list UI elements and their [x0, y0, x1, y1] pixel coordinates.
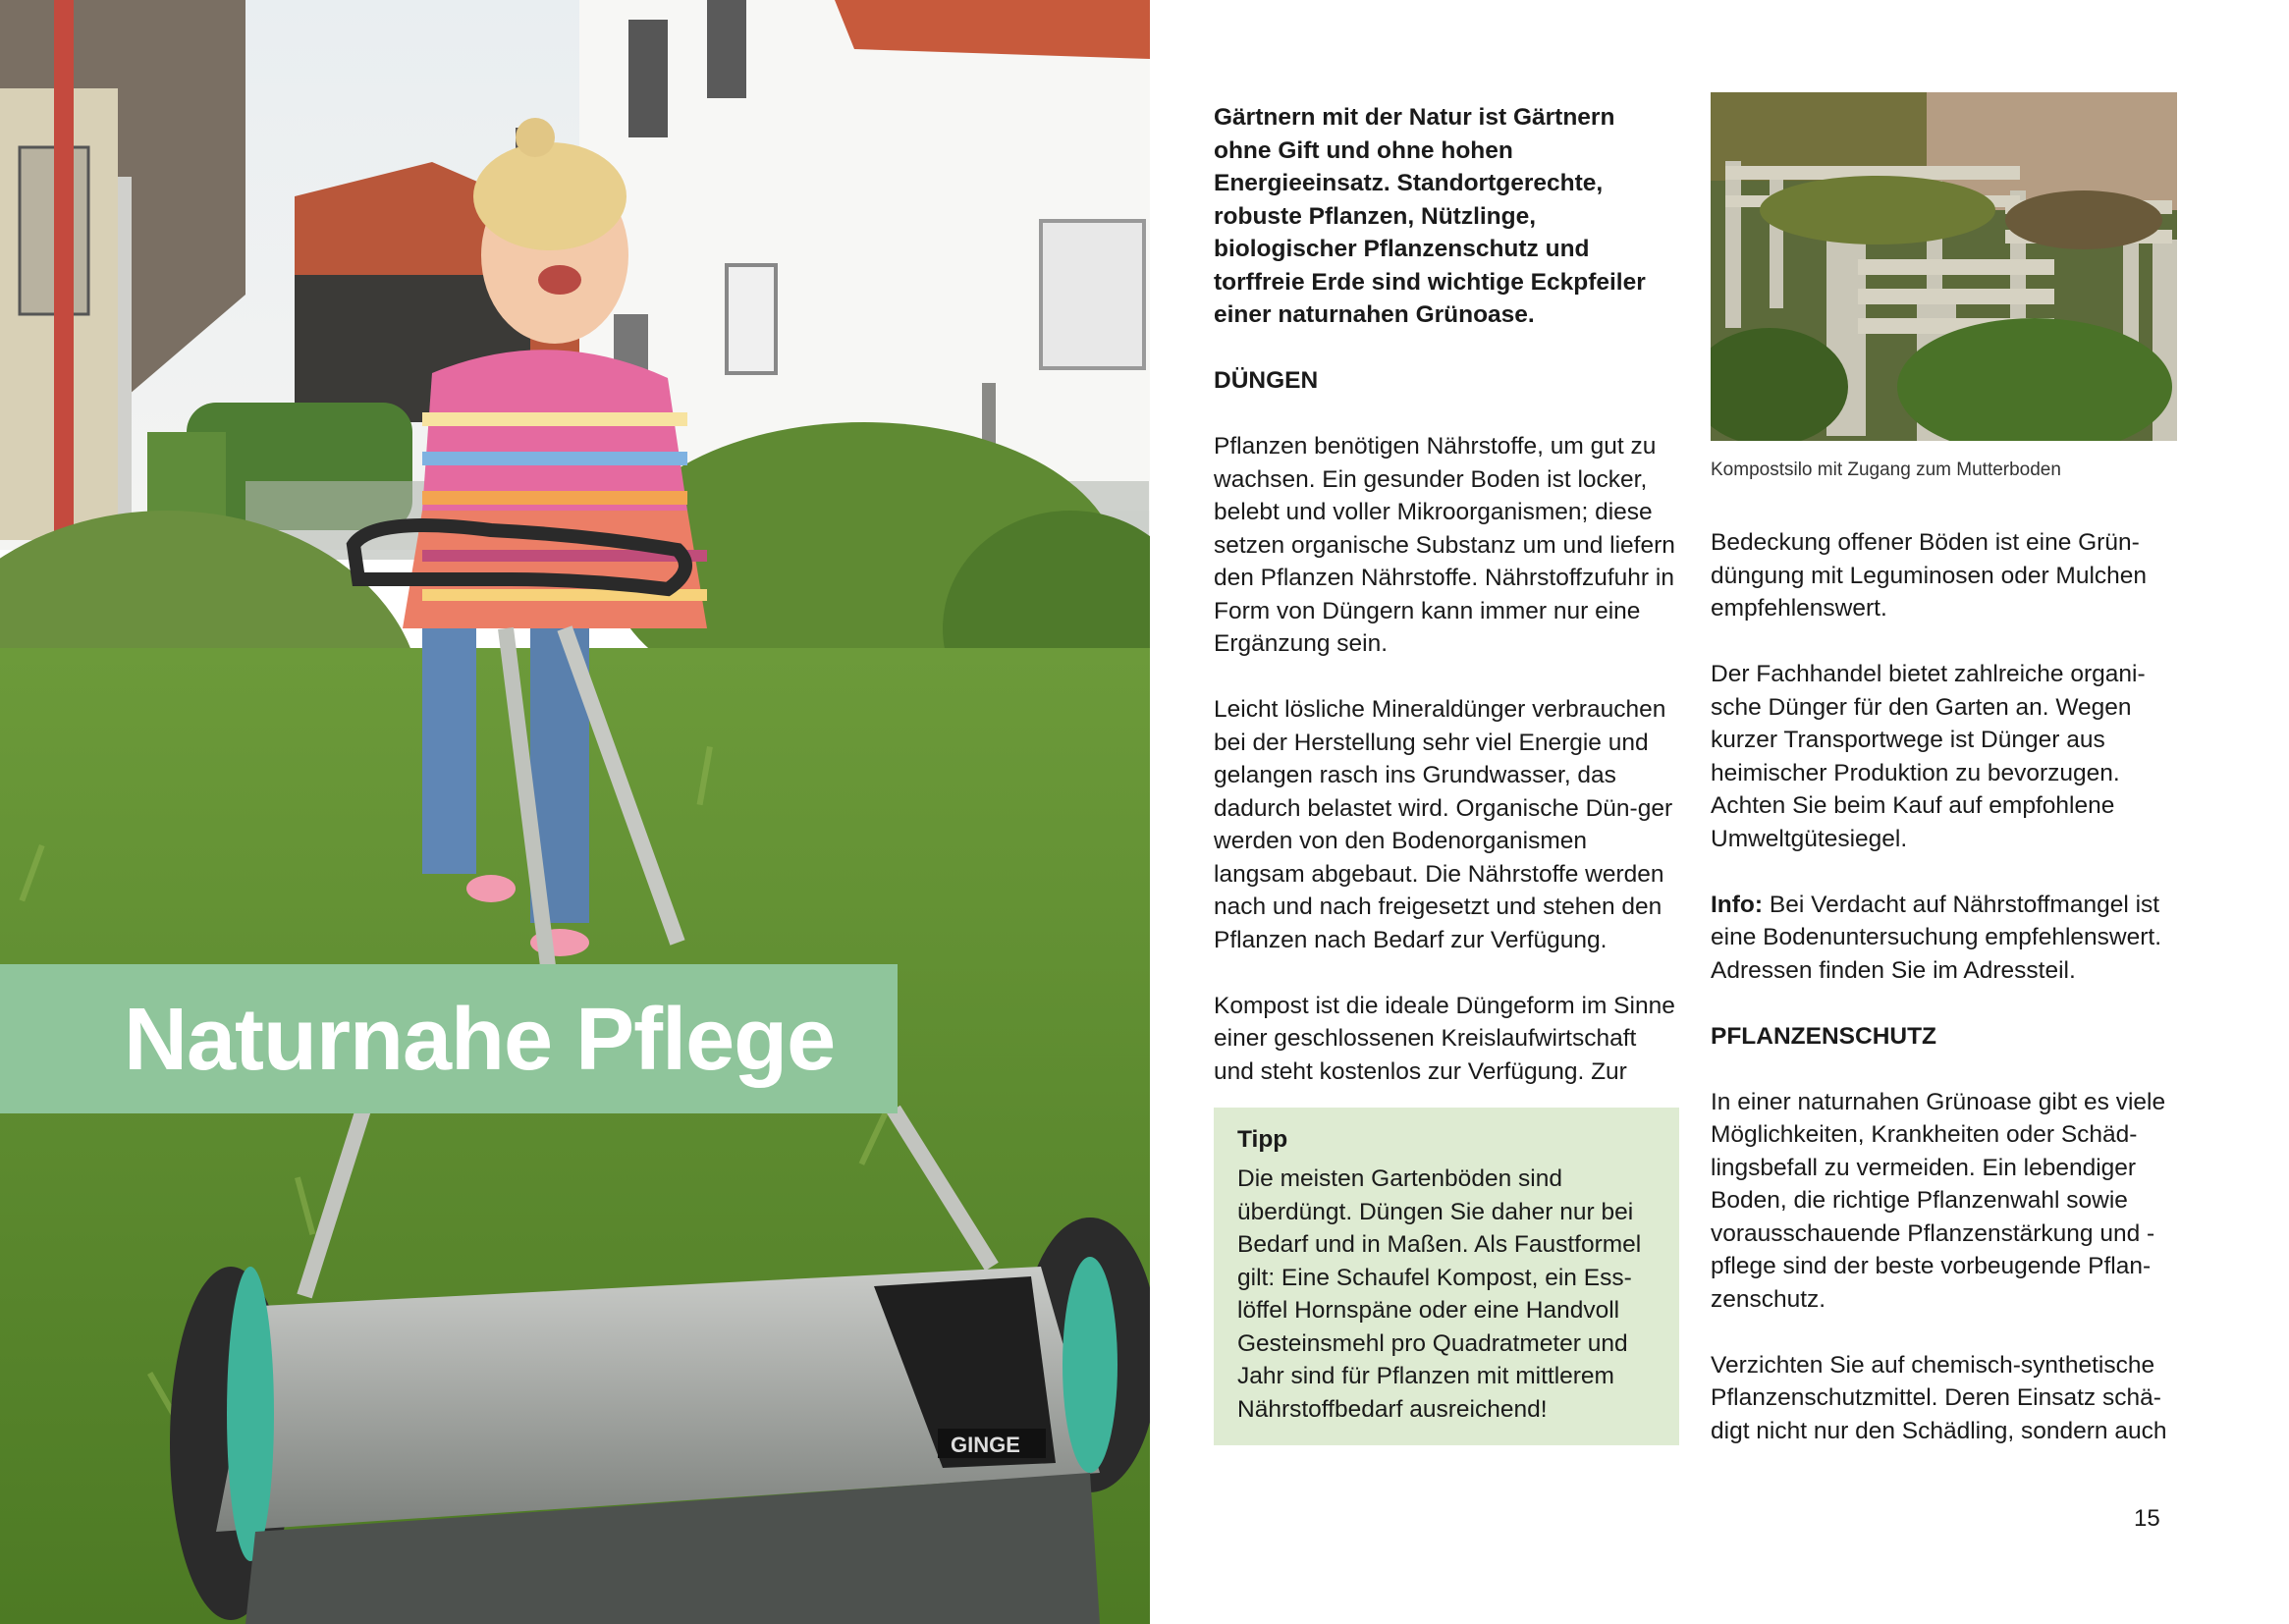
duengen-paragraph-2: Leicht lösliche Mineraldünger verbrauchen bei der Herstellung sehr viel Energie und gelangen rasch ins Grundwasser, das dadurch belastet wird. Organische Dün-ger werden von den Bodenorganismen langsam abgebaut. Die Nährstoffe werden nach und nach freigesetzt und stehen den Pflanzen nach Bedarf zur Verfügung. [1214, 696, 1673, 953]
page-title: Naturnahe Pflege [124, 991, 836, 1089]
image-caption: Kompostsilo mit Zugang zum Mutterboden [1711, 460, 2061, 480]
tipp-box [1214, 1108, 1679, 1445]
info-text: Bei Verdacht auf Nährstoffmangel ist eine Bodenuntersuchung empfehlenswert. Adressen finden Sie im Adressteil. [1711, 891, 2162, 984]
section-heading-duengen: DÜNGEN [1214, 367, 1319, 394]
pflanzenschutz-paragraph-2: Verzichten Sie auf chemisch-synthetische Pflanzenschutzmittel. Deren Einsatz schä-digt nicht nur den Schädling, sondern auch [1711, 1351, 2167, 1444]
mower-brand-label: GINGE [951, 1433, 1020, 1457]
tipp-title: Tipp [1237, 1126, 1288, 1153]
tipp-text: Die meisten Gartenböden sind überdüngt. Düngen Sie daher nur bei Bedarf und in Maßen. Als Faustformel gilt: Eine Schaufel Kompost, ein Ess-löffel Hornspäne oder eine Handvoll Gesteinsmehl pro Quadratmeter und Jahr sind für Pflanzen mit mittlerem Nährstoffbedarf ausreichend! [1237, 1165, 1642, 1423]
duengen-paragraph-1: Pflanzen benötigen Nährstoffe, um gut zu wachsen. Ein gesunder Boden ist locker, belebt und voller Mikroorganismen; diese setzen organische Substanz um und liefern den Pflanzen Nährstoffe. Nährstoffzufuhr in Form von Düngern kann immer nur eine Ergänzung sein. [1214, 433, 1675, 657]
text-column-1 [1214, 101, 1675, 1088]
info-paragraph [1711, 889, 2182, 988]
intro-paragraph: Gärtnern mit der Natur ist Gärtnern ohne Gift und ohne hohen Energieeinsatz. Standortgerechte, robuste Pflanzen, Nützlinge, biologischer Pflanzenschutz und torffreie Erde sind wichtige Eckpfeiler einer naturnahen Grünoase. [1214, 104, 1646, 328]
info-label: Info: [1711, 891, 1764, 918]
compost-photo [1711, 92, 2177, 441]
section-heading-pflanzenschutz: PFLANZENSCHUTZ [1711, 1022, 1937, 1050]
text-column-2 [1711, 526, 2182, 1447]
column-2-paragraph-1: Bedeckung offener Böden ist eine Grün-düngung mit Leguminosen oder Mulchen empfehlenswert. [1711, 529, 2148, 622]
duengen-paragraph-3: Kompost ist die ideale Düngeform im Sinne einer geschlossenen Kreislaufwirtschaft und steht kostenlos zur Verfügung. Zur [1214, 992, 1675, 1085]
pflanzenschutz-paragraph-1: In einer naturnahen Grünoase gibt es viele Möglichkeiten, Krankheiten oder Schäd-lingsbefall zu vermeiden. Ein lebendiger Boden, die richtige Pflanzenwahl sowie vorausschauende Pflanzenstärkung und -pflege sind der beste vorbeugende Pflan-zenschutz. [1711, 1088, 2166, 1313]
column-2-paragraph-2: Der Fachhandel bietet zahlreiche organi-sche Dünger für den Garten an. Wegen kurzer Transportwege ist Dünger aus heimischer Produktion zu bevorzugen. Achten Sie beim Kauf auf empfohlene Umweltgütesiegel. [1711, 661, 2146, 852]
page-number: 15 [2134, 1505, 2160, 1532]
